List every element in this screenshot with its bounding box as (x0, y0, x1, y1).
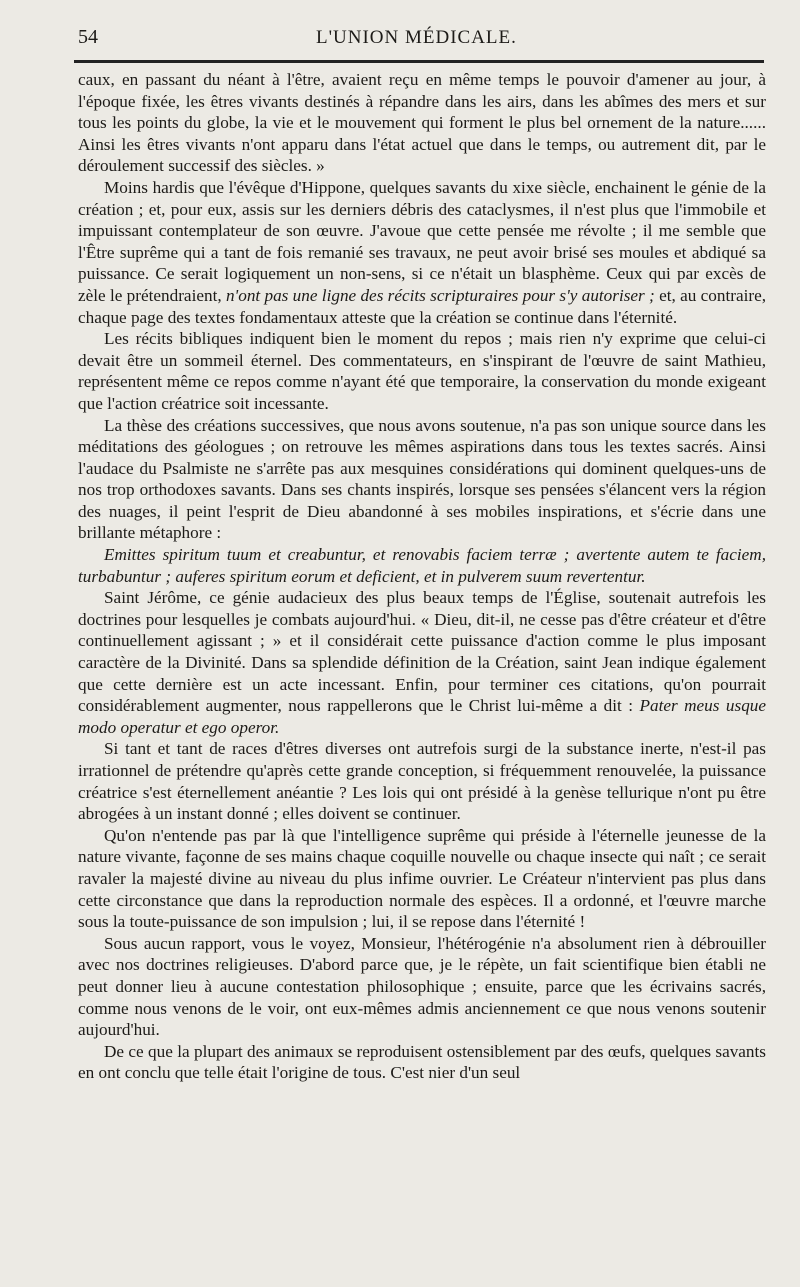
paragraph (78, 415, 766, 545)
header-rule (74, 60, 764, 63)
paragraph (78, 825, 766, 933)
paragraph-text: Les récits bibliques indiquent bien le moment du repos ; mais rien n'y exprime que celui-ci devait être un sommeil éternel. Des commentateurs, en s'inspirant de l'œuvre de saint Mathieu, représentent même ce repos comme n'ayant été que temporaire, la conservation du monde exigeant que l'action créatrice soit incessante. (78, 329, 766, 413)
page-header (78, 26, 766, 54)
paragraph (78, 177, 766, 328)
paragraph-text: Sous aucun rapport, vous le voyez, Monsieur, l'hétérogénie n'a absolument rien à débrouiller avec nos doctrines religieuses. D'abord parce que, je le répète, un fait scientifique bien établi ne peut donner lieu à aucune contestation philosophique ; ensuite, parce que les écrivains sacrés, comme nous venons de le voir, ont eux-mêmes admis anciennement ce que nous venons soutenir aujourd'hui. (78, 933, 766, 1040)
latin-quotation (78, 544, 766, 587)
page-number: 54 (78, 26, 98, 48)
paragraph-text: Saint Jérôme, ce génie audacieux des plus beaux temps de l'Église, soutenait autrefois les doctrines pour lesquelles je combats aujourd'hui. « Dieu, dit-il, ne cesse pas d'être créateur et d'être continuellement agissant ; » et il considérait cette puissance d'action comme le plus imposant caractère de la Divinité. Dans sa splendide définition de la Création, saint Jean indique également que cette dernière est un acte incessant. Enfin, pour terminer ces citations, qu'on pourrait considérablement augmenter, nous rappellerons que le Christ lui-même a dit : (78, 588, 766, 716)
paragraph-text: et, au contraire, chaque page des textes fondamentaux atteste que la création se continue dans l'éternité. (78, 285, 766, 327)
body-text (78, 69, 766, 1084)
italic-phrase: n'ont pas une ligne des récits scripturaires pour s'y autoriser ; (225, 285, 655, 305)
paragraph-text: La thèse des créations successives, que nous avons soutenue, n'a pas son unique source dans les méditations des géologues ; on retrouve les mêmes aspirations dans tous les textes sacrés. Ainsi l'audace du Psalmiste ne s'arrête pas aux mesquines considérations qui dominent quelques-uns de nos trop orthodoxes savants. Dans ses chants inspirés, lorsque ses pensées s'élancent vers la région des nuages, il peint l'esprit de Dieu abandonné à ses mobiles inspirations, et s'écrie dans une brillante métaphore : (78, 415, 766, 543)
paragraph-text: De ce que la plupart des animaux se reproduisent ostensiblement par des œufs, quelques savants en ont conclu que telle était l'origine de tous. C'est nier d'un seul (78, 1041, 766, 1083)
running-title: L'UNION MÉDICALE. (316, 27, 517, 48)
paragraph (78, 587, 766, 738)
quotation-text: Emittes spiritum tuum et creabuntur, et renovabis faciem terræ ; avertente autem te faciem, turbabuntur ; auferes spiritum eorum et deficient, et in pulverem suum revertentur. (78, 545, 766, 586)
paragraph (78, 933, 766, 1041)
paragraph (78, 328, 766, 414)
paragraph-text: Qu'on n'entende pas par là que l'intelligence suprême qui préside à l'éternelle jeunesse de la nature vivante, façonne de ses mains chaque coquille nouvelle ou chaque insecte qui naît ; ce serait ravaler la majesté divine au niveau du plus infime ouvrier. Le Créateur n'intervient pas plus dans cette circonstance que dans la reproduction normale des espèces. Il a ordonné, et l'œuvre marche sous la toute-puissance de son impulsion ; lui, il se repose dans l'éternité ! (78, 825, 766, 932)
paragraph (78, 738, 766, 824)
paragraph-text: Moins hardis que l'évêque d'Hippone, quelques savants du xixe siècle, enchainent le génie de la création ; et, pour eux, assis sur les derniers débris des cataclysmes, il n'est plus que l'immobile et impuissant contemplateur de son œuvre. J'avoue que cette pensée me révolte ; il me semble que l'Être suprême qui a tant de fois remanié ses travaux, ne peut avoir brisé ses moules et abdiqué sa puissance. Ce serait logiquement un non-sens, si ce n'était un blasphème. Ceux qui par excès de zèle le prétendraient, (78, 177, 766, 305)
paragraph (78, 1041, 766, 1084)
paragraph-text: caux, en passant du néant à l'être, avaient reçu en même temps le pouvoir d'amener au jour, à l'époque fixée, les êtres vivants destinés à répandre dans les airs, dans les abîmes des mers et sur tous les points du globe, la vie et le mouvement qui forment le plus bel ornement de la nature...... Ainsi les êtres vivants n'ont apparu dans l'état actuel que dans le temps, ou autrement dit, par le déroulement successif des siècles. » (78, 70, 766, 176)
italic-phrase: Pater meus usque modo operatur et ego operor. (78, 696, 767, 737)
paragraph (78, 69, 766, 177)
paragraph-text: Si tant et tant de races d'êtres diverses ont autrefois surgi de la substance inerte, n'est-il pas irrationnel de prétendre qu'après cette grande conception, si fréquemment renouvelée, la puissance créatrice s'est éternellement anéantie ? Les lois qui ont présidé à la genèse tellurique n'ont pu être abrogées à un instant donné ; elles doivent se continuer. (78, 739, 766, 824)
